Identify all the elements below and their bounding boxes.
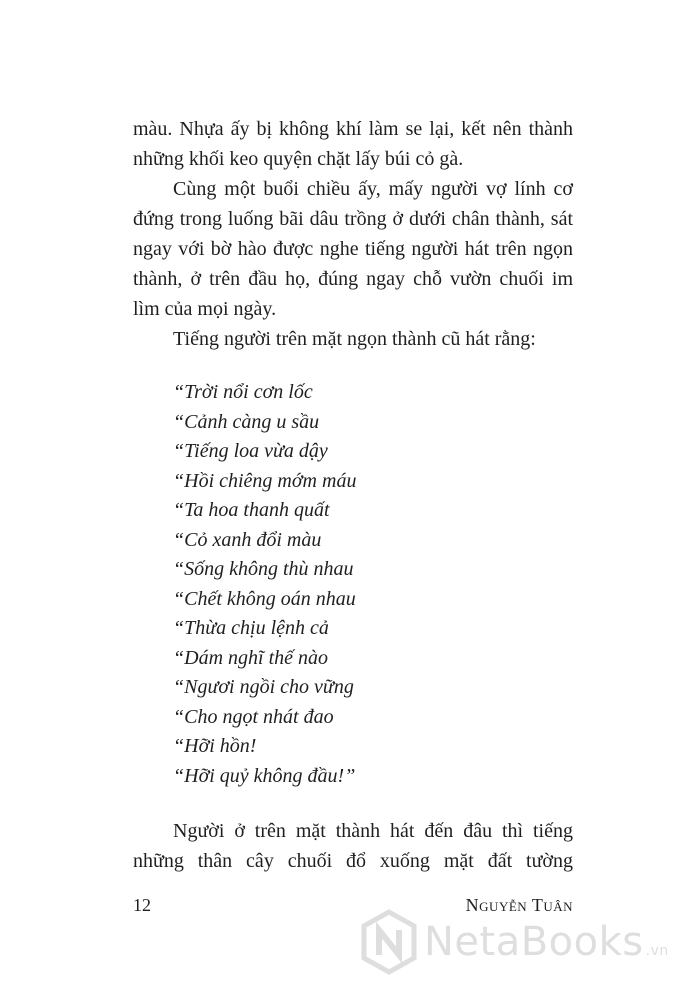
netabooks-logo-icon — [360, 909, 418, 975]
poem-line: “Tiếng loa vừa dậy — [173, 440, 328, 462]
paragraph-after-song: Người ở trên mặt thành hát đến đâu thì tiếng những thân cây chuối đổ xuống mặt đất tường — [133, 820, 573, 872]
poem-line: “Trời nổi cơn lốc — [173, 381, 313, 403]
poem-line: “Hỡi quỷ không đầu!” — [173, 764, 356, 787]
poem-line: “Cho ngọt nhát đao — [173, 705, 334, 728]
running-footer-author: Nguyễn Tuân — [465, 895, 573, 915]
paragraph-song-intro: Tiếng người trên mặt ngọn thành cũ hát rằng: — [173, 328, 536, 350]
poem-line: “Dám nghĩ thế nào — [173, 646, 328, 669]
watermark-brand-name: NetaBooks — [424, 919, 644, 965]
watermark-domain-suffix: .vn — [645, 943, 669, 959]
poem-line: “Ta hoa thanh quất — [173, 499, 330, 521]
paragraph-continuation: màu. Nhựa ấy bị không khí làm se lại, kết nên thành những khối keo quyện chặt lấy búi cỏ gà. — [133, 118, 573, 170]
poem-line: “Cảnh càng u sầu — [173, 410, 320, 433]
poem-line: “Hỡi hồn! — [173, 735, 257, 757]
prose-block-top — [133, 114, 573, 354]
poem-line: “Thừa chịu lệnh cả — [173, 617, 329, 639]
poem-line: “Chết không oán nhau — [173, 587, 356, 610]
poem-line: “Ngươi ngồi cho vững — [173, 676, 354, 698]
poem-line: “Cỏ xanh đổi màu — [173, 528, 322, 551]
page-number: 12 — [133, 895, 151, 915]
poem-line: “Sống không thù nhau — [173, 558, 354, 580]
poem-line: “Hồi chiêng mớm máu — [173, 469, 357, 492]
watermark-brand — [424, 919, 669, 965]
prose-block-bottom — [133, 816, 573, 876]
watermark — [360, 906, 690, 978]
paragraph-afternoon: Cùng một buổi chiều ấy, mấy người vợ lính cơ đứng trong luống bãi dâu trồng ở dưới chân thành, sát ngay với bờ hào được nghe tiếng người hát trên ngọn thành, ở trên đầu họ, đúng ngay chỗ vườn chuối im lìm của mọi ngày. — [133, 178, 573, 320]
poem-block — [173, 378, 533, 791]
